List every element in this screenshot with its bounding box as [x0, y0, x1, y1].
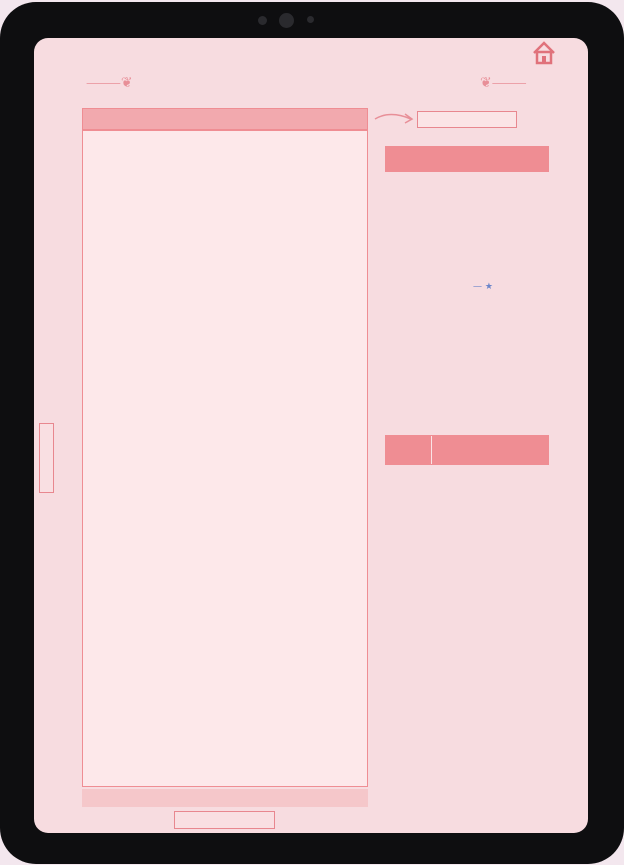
dias-axis-label: [39, 423, 54, 493]
meses-axis-label: [174, 811, 275, 829]
flourish-right-icon: ❦⸻: [480, 75, 527, 91]
tablet-frame: [0, 2, 624, 864]
day-labels: [59, 130, 81, 787]
planner-page: [34, 38, 588, 833]
table-header: [386, 436, 548, 464]
dias-lectura-label: [417, 111, 517, 128]
light-sensor-icon: [307, 16, 314, 23]
tiempo-column-header: [432, 436, 548, 464]
brand-logo: [427, 282, 539, 292]
reading-grid[interactable]: [82, 130, 368, 787]
sensor-icon: [258, 16, 267, 25]
color-code-header: [385, 146, 549, 172]
mes-column-header: [386, 436, 432, 464]
home-icon[interactable]: [531, 40, 557, 66]
grid-header-row: [82, 108, 368, 130]
flourish-left-icon: ⸻❦: [86, 75, 133, 91]
monthly-time-table: [385, 435, 549, 465]
arrow-right-icon: [373, 110, 415, 128]
month-labels: [82, 789, 368, 807]
star-icon: — ★: [473, 282, 493, 292]
camera-icon: [279, 13, 294, 28]
side-tabs: [564, 38, 588, 833]
